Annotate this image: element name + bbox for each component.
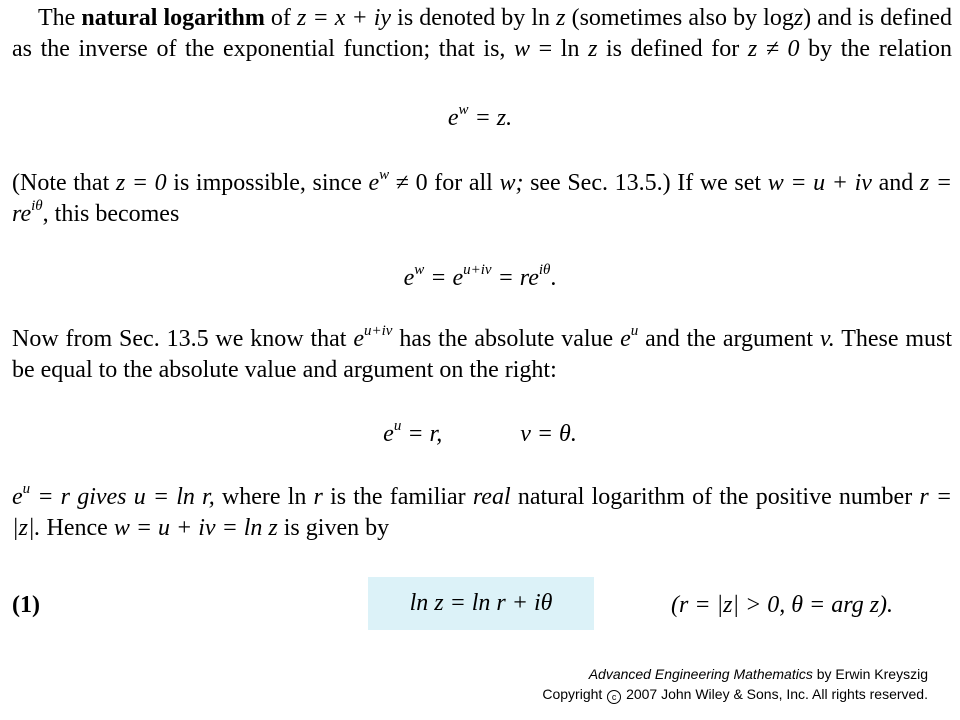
real-log-paragraph: $e^u = r$ gives u = ln r, where ln r is the familiar real natural logarithm of the positive number r = |z|. Hence w = u + iv = ln z is given by <box>12 481 953 541</box>
equation-polar-form: $e^w = e^{u+iv} = re^{i\theta}$. <box>403 262 557 291</box>
book-author: by Erwin Kreyszig <box>816 666 928 682</box>
equation-number: (1) <box>12 592 40 618</box>
note-paragraph: (Note that z = 0 is impossible, since $e^w \ne 0$ for all w; see Sec. 13.5.) If we set w = u + iv and $z = re^{i\theta}$, this becomes <box>12 167 953 227</box>
book-title: Advanced Engineering Mathematics <box>588 666 813 682</box>
natural-logarithm-term: natural logarithm <box>81 5 265 31</box>
absolute-value-paragraph: Now from Sec. 13.5 we know that $e^{u+iv}$ has the absolute value $e^u$ and the argument v. These must be equal to the absolute value and argument on the right: <box>12 323 953 383</box>
equation-exp-definition: $e^w = z$. <box>447 102 513 131</box>
equation-modulus-argument: $e^u = r$, v = θ. <box>383 418 577 447</box>
highlighted-log-formula <box>368 577 594 630</box>
log-formula: ln z = ln r + iθ <box>409 590 553 616</box>
copyright-footer: Advanced Engineering Mathematics by Erwin Kreyszig Copyright c 2007 John Wiley & Sons, Inc. All rights reserved. <box>542 666 928 702</box>
intro-paragraph: The natural logarithm of z = x + iy is denoted by ln z (sometimes also by logz) and is defined as the inverse of the exponential function; that is, w = ln z is defined for z ≠ 0 by the relation <box>12 5 953 62</box>
formula-condition: (r = |z| > 0, θ = arg z). <box>671 592 894 618</box>
copyright-icon: c <box>607 690 621 704</box>
